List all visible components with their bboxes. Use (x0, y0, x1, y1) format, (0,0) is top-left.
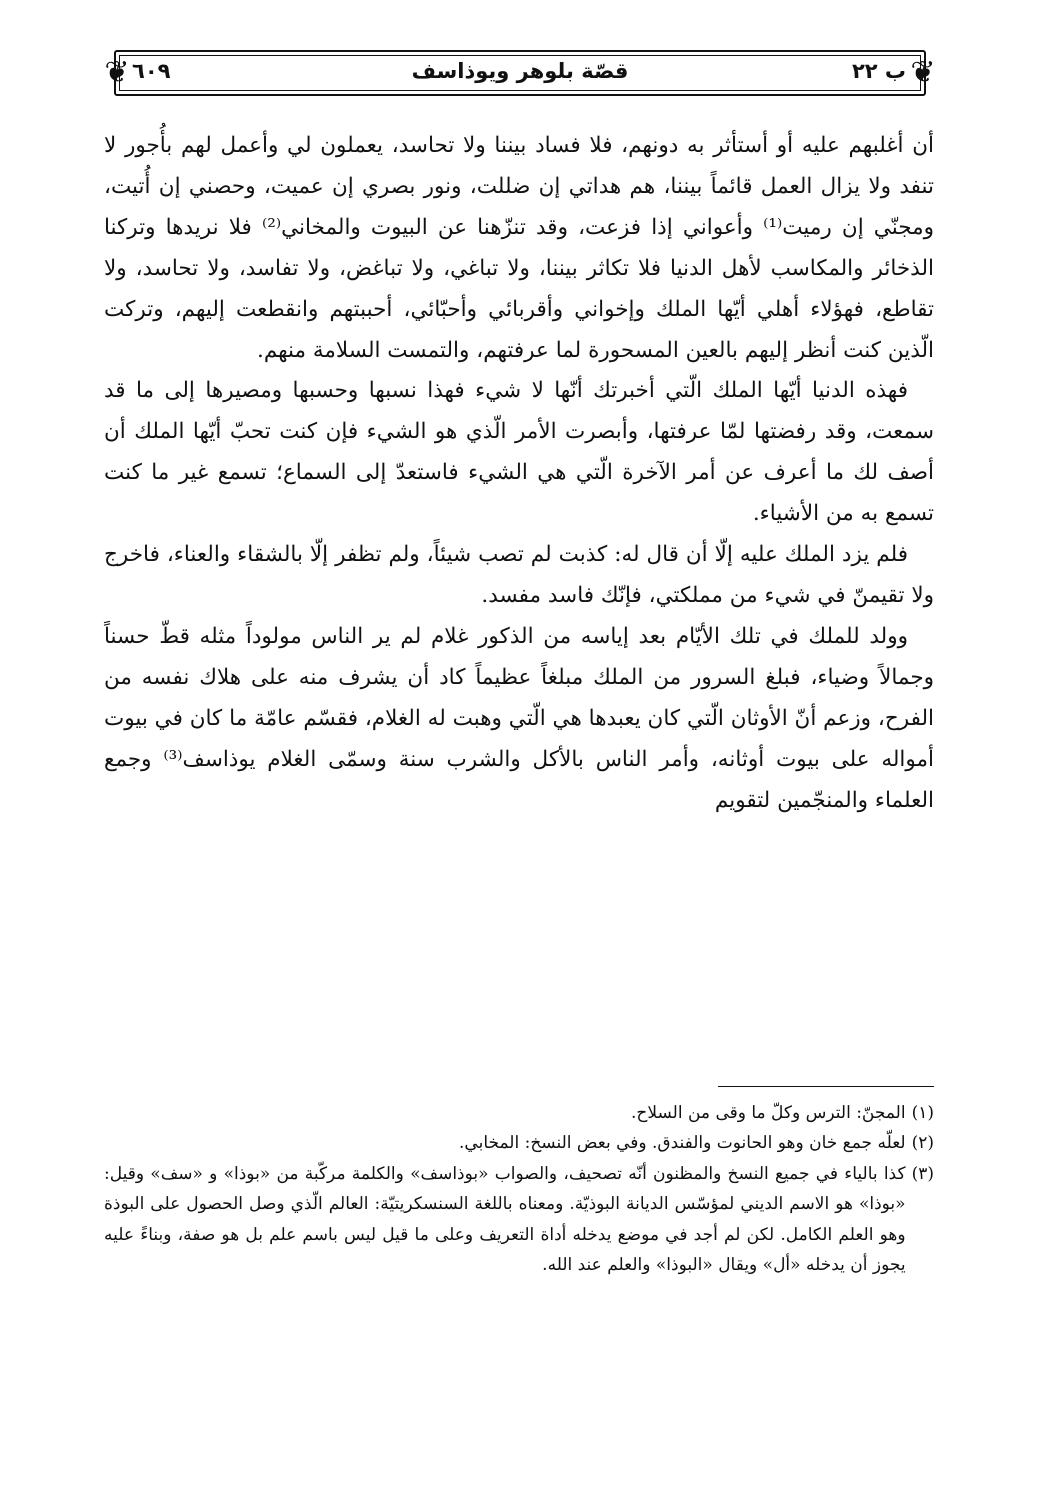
footnote-divider (718, 1086, 934, 1087)
page-number: ٦٠٩ (132, 59, 171, 83)
header-ornament-left-icon: ❦ (104, 55, 130, 90)
paragraph: وولد للملك في تلك الأيّام بعد إياسه من الذكور غلام لم ير الناس مولوداً مثله قطّ حسناً وجمالاً وضياء، فبلغ السرور من الملك مبلغاً عظيماً كاد أن يشرف منه على هلاك نفسه من الفرح، وزعم أنّ الأوثان الّتي كان يعبدها هي الّتي وهبت له الغلام، فقسّم عامّة ما كان في بيوت أمواله على بيوت أوثانه، وأمر الناس بالأكل والشرب سنة وسمّى الغلام يوذاسف⁽³⁾ وجمع العلماء والمنجّمين لتقويم (104, 623, 934, 813)
footnote-number: (٢) (911, 1133, 934, 1154)
footnote-text: كذا بالياء في جميع النسخ والمظنون أنّه تصحيف، والصواب «بوذاسف» والكلمة مركّبة من «بوذا» و «سف» وقيل: «بوذا» هو الاسم الديني لمؤسّس الديانة البوذيّة. ومعناه باللغة السنسكريتيّة: العالم الّذي وصل الحصول على البوذة وهو العلم الكامل. لكن لم أجد في موضع يدخله أداة التعريف وعلى ما قيل ليس باسم علم بل هو صفة، وبناءً عليه يجوز أن يدخله «أل» ويقال «البوذا» والعلم عند الله. (104, 1163, 906, 1276)
paragraph: أن أغلبهم عليه أو أستأثر به دونهم، فلا فساد بيننا ولا تحاسد، يعملون لي وأعمل لهم بأُجور لا تنفد ولا يزال العمل قائماً بيننا، هم هداتي إن ضللت، ونور بصري إن عميت، وحصني إن أُتيت، ومجنّي إن رميت⁽¹⁾ وأعواني إذا فزعت، وقد تنزّهنا عن البيوت والمخاني⁽²⁾ فلا نريدها وتركنا الذخائر والمكاسب لأهل الدنيا فلا تكاثر بيننا، ولا تباغي، ولا تباغض، ولا تفاسد، ولا تحاسد، ولا تقاطع، فهؤلاء أهلي أيّها الملك وإخواني وأقربائي وأحبّائي، أحببتهم وانقطعت إليهم، وتركت الّذين كنت أنظر إليهم بالعين المسحورة لما عرفتهم، والتمست السلامة منهم. (104, 133, 934, 363)
footnote (104, 1128, 934, 1158)
footnote (104, 1098, 934, 1128)
paragraph: فهذه الدنيا أيّها الملك الّتي أخبرتك أنّها لا شيء فهذا نسبها وحسبها ومصيرها إلى ما قد سمعت، وقد رفضتها لمّا عرفتها، وأبصرت الأمر الّذي هو الشيء فإن كنت تحبّ أيّها الملك أن أصف لك ما أعرف عن أمر الآخرة الّتي هي الشيء فاستعدّ إلى السماع؛ تسمع غير ما كنت تسمع به من الأشياء. (104, 378, 934, 527)
paragraph: فلم يزد الملك عليه إلّا أن قال له: كذبت لم تصب شيئاً، ولم تظفر إلّا بالشقاء والعناء، فاخرج ولا تقيمنّ في شيء من مملكتي، فإنّك فاسد مفسد. (104, 542, 934, 608)
header-ornament-right-icon: ❦ (910, 55, 936, 90)
footnotes (104, 1098, 934, 1280)
footnote-text: المجنّ: الترس وكلّ ما وقى من السلاح. (631, 1103, 906, 1123)
footnote (104, 1159, 934, 1281)
chapter-label: ب ٢٢ (851, 59, 906, 83)
footnote-number: (٣) (911, 1163, 934, 1184)
running-title: قصّة بلوهر ويوذاسف (411, 59, 629, 83)
footnote-text: لعلّه جمع خان وهو الحانوت والفندق. وفي بعض النسخ: المخابي. (459, 1133, 906, 1154)
footnote-number: (١) (911, 1103, 934, 1123)
page-header (104, 48, 936, 98)
main-text (104, 126, 934, 821)
